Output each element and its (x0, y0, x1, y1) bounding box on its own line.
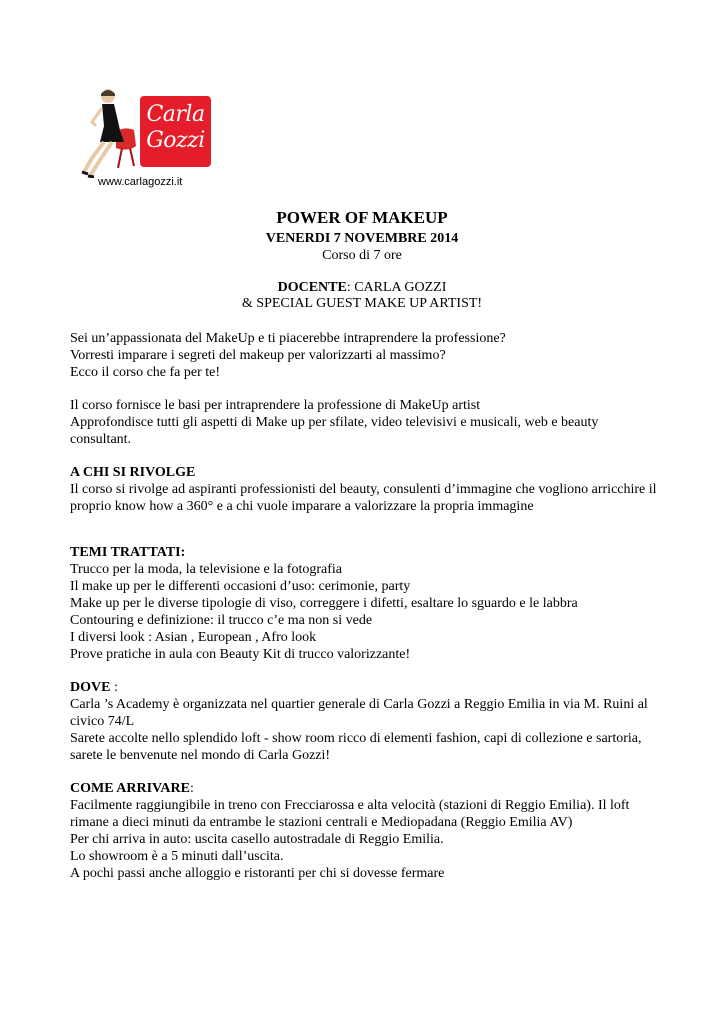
howto-item: Per chi arriva in auto: uscita casello autostradale di Reggio Emilia. (70, 832, 444, 847)
intro-line: Sei un’appassionata del MakeUp e ti piacerebbe intraprendere la professione? (70, 331, 506, 346)
audience-heading: A CHI SI RIVOLGE (70, 465, 196, 480)
description-line: Il corso fornisce le basi per intraprendere la professione di MakeUp artist (70, 398, 481, 413)
brand-logo-box (140, 96, 211, 167)
howto-item: A pochi passi anche alloggio e ristoranti per chi si dovesse fermare (70, 866, 445, 881)
howto-heading-suffix: : (189, 781, 194, 796)
intro-line: Ecco il corso che fa per te! (70, 365, 221, 380)
brand-logo-text (140, 102, 211, 154)
intro-line: Vorresti imparare i segreti del makeup per valorizzarti al massimo? (70, 348, 446, 363)
course-duration: Corso di 7 ore (322, 248, 402, 263)
description-line: Approfondisce tutti gli aspetti di Make up per sfilate, video televisivi e musicali, web e beauty consultant. (70, 415, 599, 447)
topic-item: Il make up per le differenti occasioni d’uso: cerimonie, party (70, 579, 411, 594)
topic-item: Make up per le diverse tipologie di viso, correggere i difetti, esaltare lo sguardo e le labbra (70, 596, 578, 611)
topic-item: Trucco per la moda, la televisione e la fotografia (70, 562, 342, 577)
brand-line-1: Carla (146, 102, 205, 127)
teacher-label: DOCENTE (277, 280, 347, 295)
teacher-line (0, 280, 724, 296)
howto-heading: COME ARRIVARE (70, 781, 190, 796)
topic-item: Prove pratiche in aula con Beauty Kit di trucco valorizzante! (70, 647, 411, 662)
howto-item: Facilmente raggiungibile in treno con Frecciarossa e alta velocità (stazioni di Reggio Emilia). Il loft rimane a dieci minuti da entrambe le stazioni centrali e Mediopadana (Reggio Emilia AV) (70, 798, 630, 830)
website-link[interactable]: www.carlagozzi.it (98, 176, 183, 188)
topics-heading: TEMI TRATTATI: (70, 545, 186, 560)
course-title: POWER OF MAKEUP (276, 208, 448, 227)
where-text: Sarete accolte nello splendido loft - show room ricco di elementi fashion, capi di collezione e sartoria, sarete le benvenute nel mondo di Carla Gozzi! (70, 731, 642, 763)
howto-item: Lo showroom è a 5 minuti dall’uscita. (70, 849, 284, 864)
logo (78, 86, 218, 194)
topic-item: I diversi look : Asian , European , Afro look (70, 630, 317, 645)
document-body (70, 330, 660, 882)
where-heading-line (70, 679, 660, 696)
topic-item: Contouring e definizione: il trucco c’e ma non si vede (70, 613, 373, 628)
special-guest: & SPECIAL GUEST MAKE UP ARTIST! (241, 296, 483, 311)
where-text: Carla ’s Academy è organizzata nel quartier generale di Carla Gozzi a Reggio Emilia in via M. Ruini al civico 74/L (70, 697, 648, 729)
brand-line-2: Gozzi (146, 128, 205, 153)
where-heading-suffix: : (110, 680, 118, 695)
course-date: VENERDI 7 NOVEMBRE 2014 (265, 231, 459, 246)
howto-heading-line (70, 780, 660, 797)
audience-text: Il corso si rivolge ad aspiranti professionisti del beauty, consulenti d’immagine che vogliono arricchire il proprio know how a 360° e a chi vuole imparare a valorizzare la propria immagine (70, 482, 657, 514)
woman-sitting-figure (78, 86, 148, 178)
teacher-name: : CARLA GOZZI (346, 280, 447, 295)
where-heading: DOVE (70, 680, 111, 695)
